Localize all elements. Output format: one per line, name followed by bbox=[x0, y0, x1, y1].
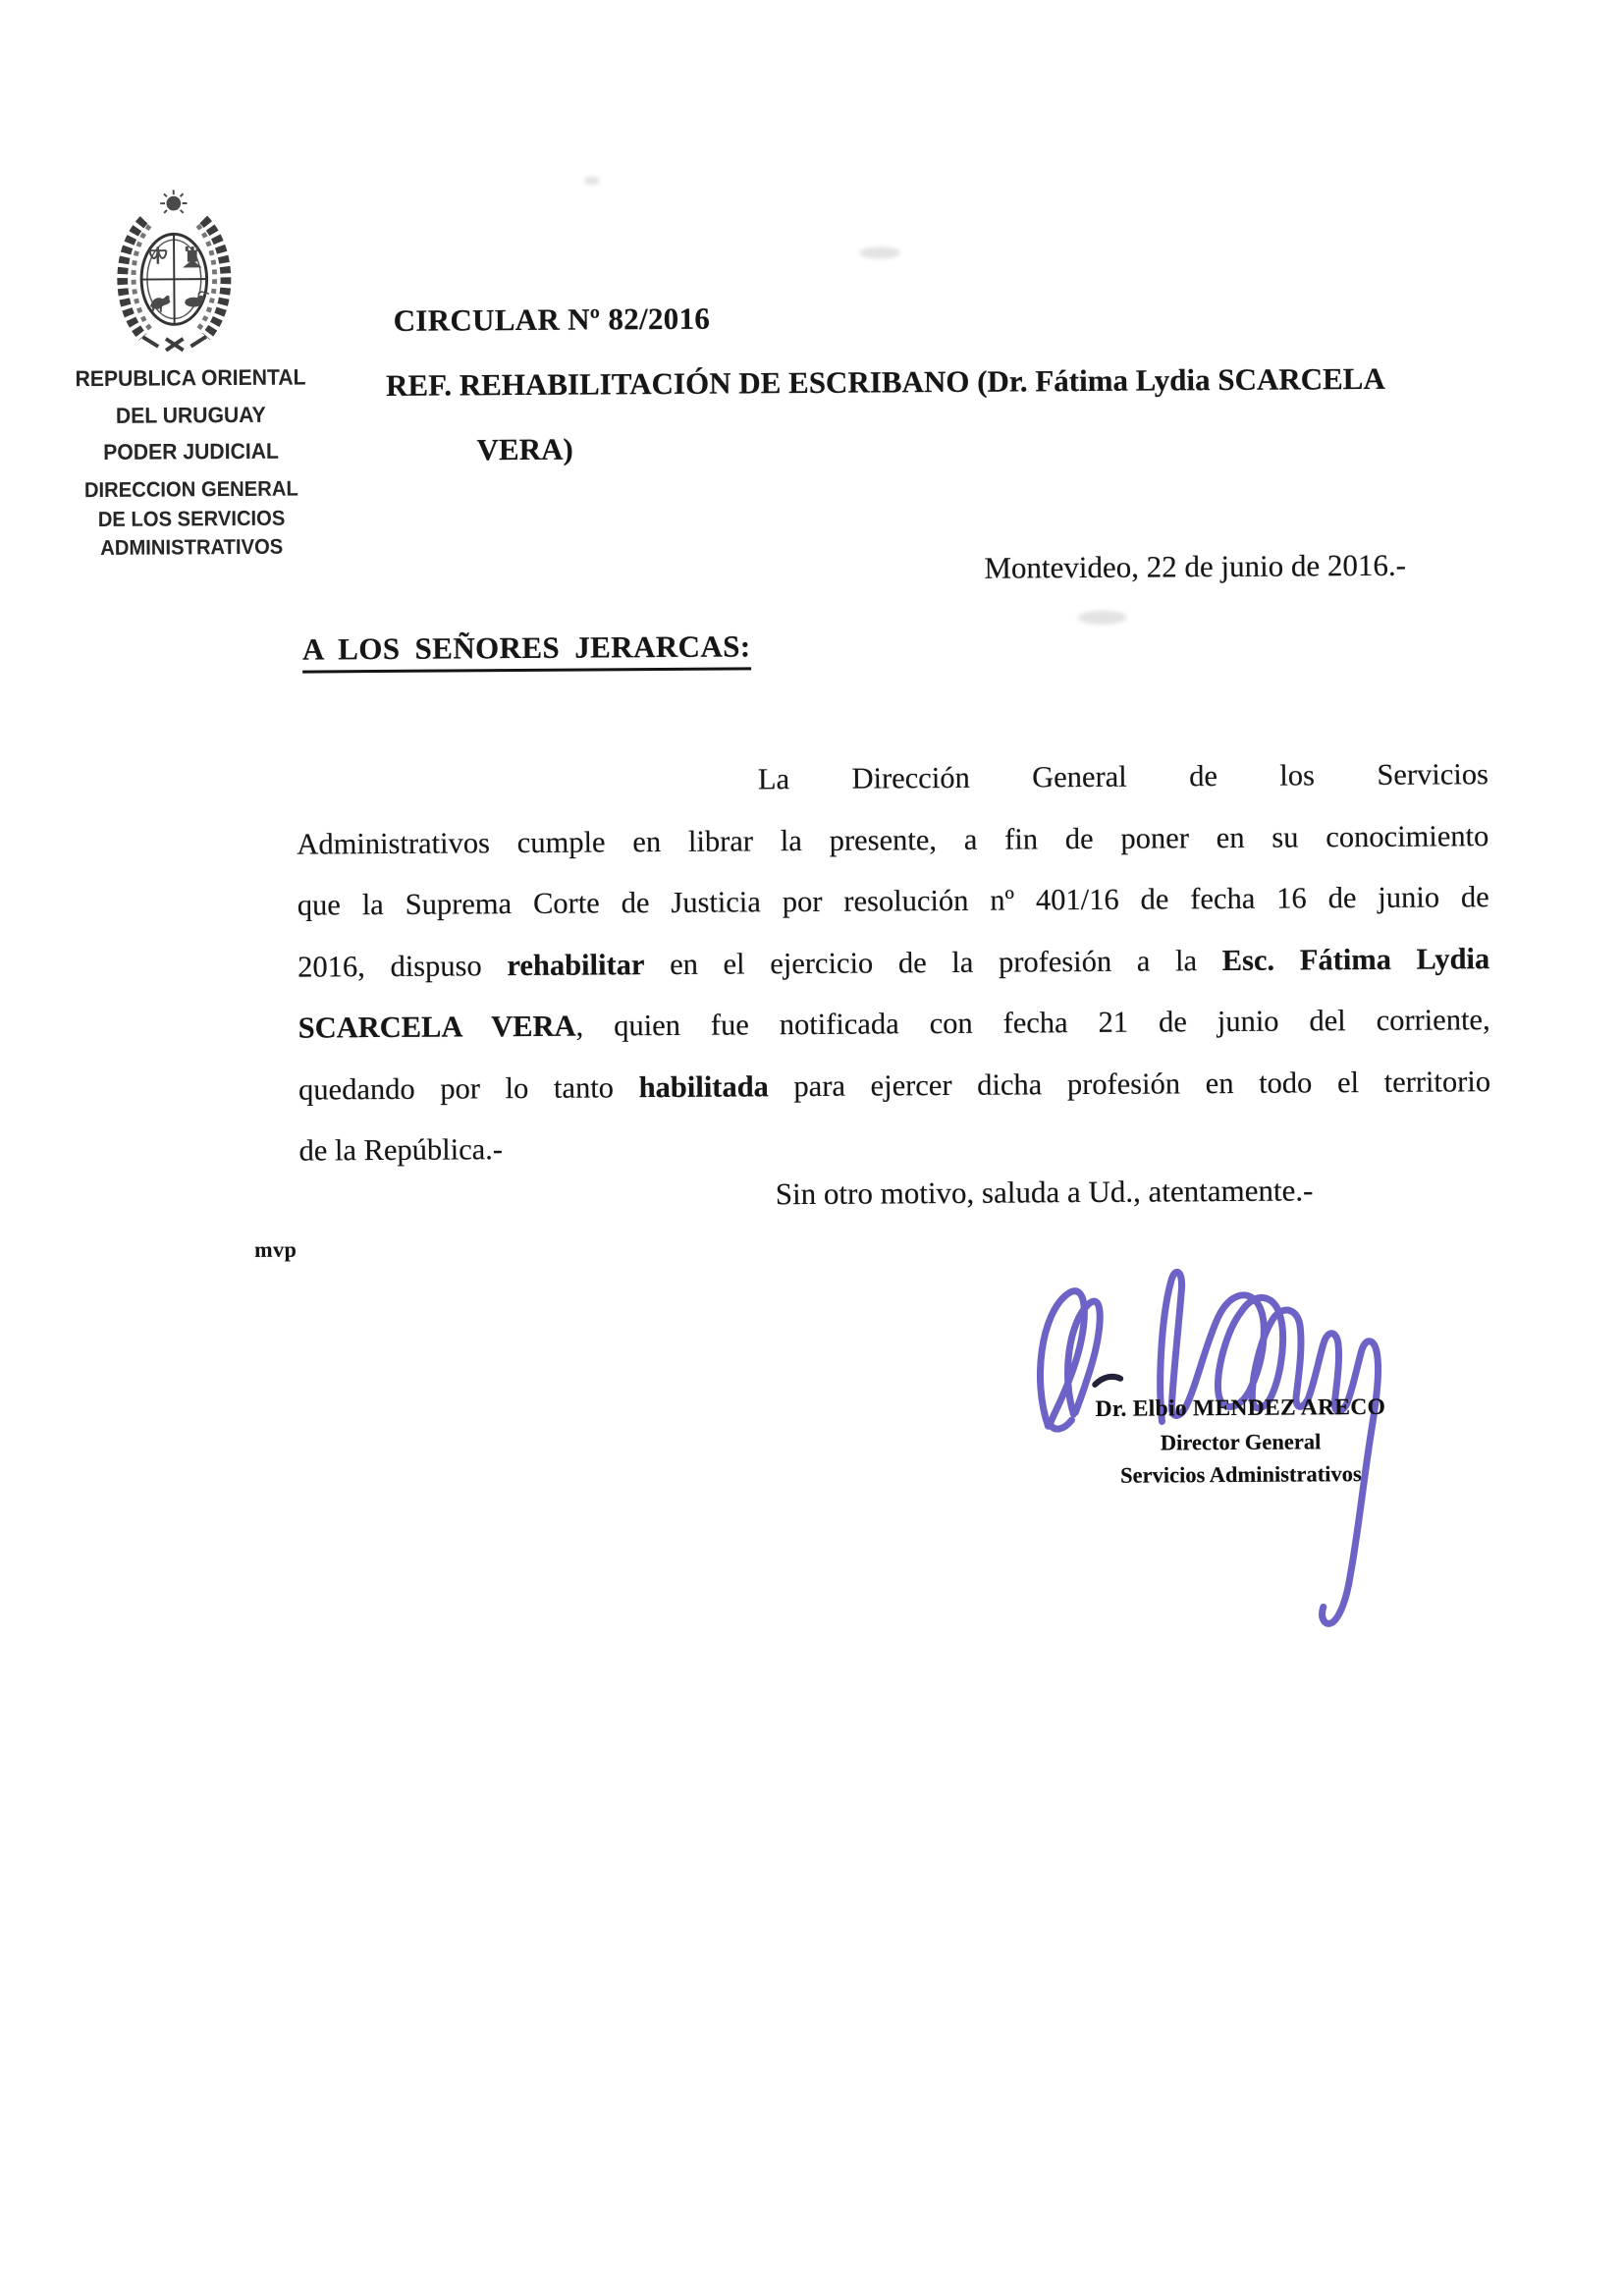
closing-line: Sin otro motivo, saluda a Ud., atentamente.- bbox=[775, 1173, 1314, 1212]
body-line bbox=[297, 805, 1488, 875]
body-text: 2016, dispuso bbox=[298, 948, 508, 984]
uruguay-coat-of-arms-emblem bbox=[99, 187, 249, 360]
signature-dash bbox=[1095, 1377, 1120, 1385]
signer-title: Director General bbox=[1160, 1429, 1322, 1455]
body-line bbox=[298, 989, 1489, 1059]
scan-smudge bbox=[584, 176, 600, 185]
dateline: Montevideo, 22 de junio de 2016.- bbox=[984, 547, 1407, 585]
body-line bbox=[297, 743, 1488, 813]
body-text: quedando por lo tanto bbox=[298, 1069, 639, 1107]
body-text: Administrativos cumple en librar la presente, a fin de poner en su conocimiento bbox=[297, 818, 1489, 861]
typist-initials: mvp bbox=[254, 1236, 298, 1262]
body-text-bold: Esc. Fátima Lydia bbox=[1221, 941, 1490, 977]
body-text: para ejercer dicha profesión en todo el territorio bbox=[768, 1064, 1491, 1103]
signer-name: Dr. Elbio MENDEZ ARECO bbox=[1095, 1394, 1386, 1422]
scan-smudge bbox=[859, 246, 900, 258]
body-line bbox=[298, 1112, 1490, 1181]
body-line bbox=[298, 1051, 1490, 1121]
letterhead-line: ADMINISTRATIVOS bbox=[100, 534, 284, 561]
body-text: en el ejercicio de la profesión a la bbox=[644, 943, 1222, 981]
letterhead-org bbox=[52, 358, 330, 470]
body-text-bold: rehabilitar bbox=[507, 947, 645, 982]
body-text-bold: SCARCELA VERA bbox=[298, 1009, 576, 1045]
reference-line-2: VERA) bbox=[476, 431, 573, 467]
letterhead-line: REPUBLICA ORIENTAL bbox=[75, 364, 306, 392]
body-text: de la República.- bbox=[298, 1132, 504, 1168]
body-line bbox=[298, 866, 1489, 936]
shield bbox=[141, 234, 209, 324]
reference-line-1: REF. REHABILITACIÓN DE ESCRIBANO (Dr. Fátima Lydia SCARCELA bbox=[385, 360, 1385, 403]
scan-smudge bbox=[1078, 611, 1127, 625]
letterhead-line: DEL URUGUAY bbox=[115, 402, 266, 428]
circular-number: CIRCULAR Nº 82/2016 bbox=[393, 301, 711, 338]
salutation: A LOS SEÑORES JERARCAS: bbox=[302, 629, 751, 673]
body-text: La Dirección General de los Servicios bbox=[757, 757, 1489, 796]
signer-office: Servicios Administrativos bbox=[1119, 1461, 1362, 1488]
body-paragraph bbox=[297, 743, 1491, 1181]
sun-icon bbox=[160, 190, 188, 213]
body-text: , quien fue notificada con fecha 21 de junio del corriente, bbox=[575, 1003, 1490, 1043]
letterhead-department bbox=[53, 474, 331, 563]
letterhead-line: DE LOS SERVICIOS bbox=[97, 506, 286, 531]
body-line bbox=[298, 928, 1489, 998]
letterhead-line: DIRECCION GENERAL bbox=[83, 476, 298, 503]
signature-block bbox=[1049, 1391, 1433, 1493]
body-text-bold: habilitada bbox=[638, 1068, 769, 1104]
body-text: que la Suprema Corte de Justicia por resolución nº 401/16 de fecha 16 de junio de bbox=[297, 880, 1489, 922]
letterhead-line: PODER JUDICIAL bbox=[103, 438, 279, 465]
